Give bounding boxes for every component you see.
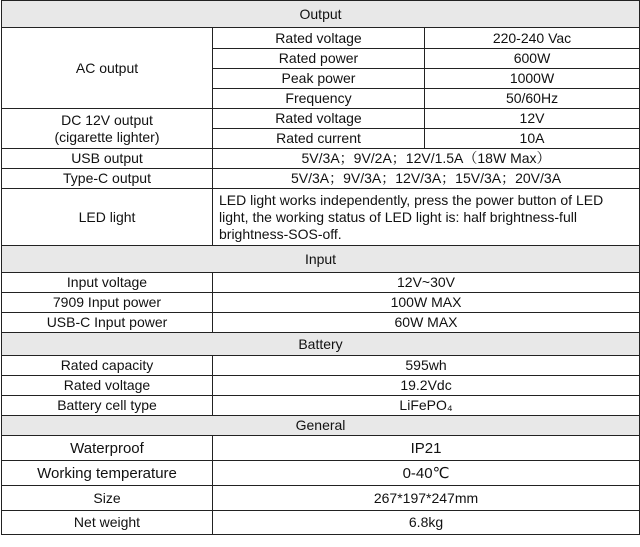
spec-value: 100W MAX bbox=[213, 293, 640, 313]
spec-value: IP21 bbox=[213, 436, 640, 461]
table-row bbox=[2, 356, 640, 376]
table-row bbox=[2, 376, 640, 396]
table-row bbox=[2, 109, 640, 129]
spec-value: 12V bbox=[425, 109, 640, 129]
spec-name: Net weight bbox=[2, 511, 213, 535]
spec-table bbox=[1, 0, 640, 535]
spec-value: 6.8kg bbox=[213, 511, 640, 535]
spec-value: 267*197*247mm bbox=[213, 486, 640, 511]
ac-output-label: AC output bbox=[2, 28, 213, 109]
spec-value: 10A bbox=[425, 129, 640, 149]
usb-output-value: 5V/3A；9V/2A；12V/1.5A（18W Max） bbox=[213, 149, 640, 169]
spec-value: 1000W bbox=[425, 69, 640, 89]
table-row bbox=[2, 149, 640, 169]
spec-name: Working temperature bbox=[2, 461, 213, 486]
spec-name: Rated current bbox=[213, 129, 425, 149]
spec-name: Rated voltage bbox=[213, 109, 425, 129]
table-row bbox=[2, 28, 640, 49]
spec-name: Rated capacity bbox=[2, 356, 213, 376]
spec-value: 19.2Vdc bbox=[213, 376, 640, 396]
dc-output-label-line2: (cigarette lighter) bbox=[54, 128, 160, 145]
table-row bbox=[2, 461, 640, 486]
usb-output-label: USB output bbox=[2, 149, 213, 169]
table-row bbox=[2, 511, 640, 535]
typec-output-label: Type-C output bbox=[2, 169, 213, 189]
table-row bbox=[2, 293, 640, 313]
section-header-battery: Battery bbox=[2, 333, 640, 356]
section-header-general: General bbox=[2, 416, 640, 436]
spec-name: Input voltage bbox=[2, 273, 213, 293]
section-row-output bbox=[2, 1, 640, 28]
dc-output-label bbox=[2, 109, 213, 149]
section-row-general bbox=[2, 416, 640, 436]
typec-output-value: 5V/3A；9V/3A；12V/3A；15V/3A；20V/3A bbox=[213, 169, 640, 189]
section-row-input bbox=[2, 246, 640, 273]
spec-value: 60W MAX bbox=[213, 313, 640, 333]
section-header-input: Input bbox=[2, 246, 640, 273]
spec-name: 7909 Input power bbox=[2, 293, 213, 313]
table-row bbox=[2, 396, 640, 416]
table-row bbox=[2, 273, 640, 293]
spec-name: Peak power bbox=[213, 69, 425, 89]
led-light-description: LED light works independently, press the power button of LED light, the working status of LED light is: half brightness-full brightness-SOS-off. bbox=[213, 189, 640, 246]
spec-value: 600W bbox=[425, 49, 640, 69]
spec-value: 12V~30V bbox=[213, 273, 640, 293]
spec-name: Rated voltage bbox=[213, 28, 425, 49]
spec-name: Rated voltage bbox=[2, 376, 213, 396]
table-row bbox=[2, 169, 640, 189]
table-row bbox=[2, 189, 640, 246]
spec-name: Rated power bbox=[213, 49, 425, 69]
table-row bbox=[2, 486, 640, 511]
spec-value: 595wh bbox=[213, 356, 640, 376]
table-row bbox=[2, 436, 640, 461]
dc-output-label-line1: DC 12V output bbox=[61, 111, 153, 128]
spec-name: Battery cell type bbox=[2, 396, 213, 416]
section-row-battery bbox=[2, 333, 640, 356]
spec-value: 50/60Hz bbox=[425, 89, 640, 109]
spec-name: Waterproof bbox=[2, 436, 213, 461]
led-light-label: LED light bbox=[2, 189, 213, 246]
spec-name: Size bbox=[2, 486, 213, 511]
spec-name: USB-C Input power bbox=[2, 313, 213, 333]
spec-value: LiFePO₄ bbox=[213, 396, 640, 416]
spec-value: 220-240 Vac bbox=[425, 28, 640, 49]
spec-name: Frequency bbox=[213, 89, 425, 109]
table-row bbox=[2, 313, 640, 333]
section-header-output: Output bbox=[2, 1, 640, 28]
spec-value: 0-40℃ bbox=[213, 461, 640, 486]
